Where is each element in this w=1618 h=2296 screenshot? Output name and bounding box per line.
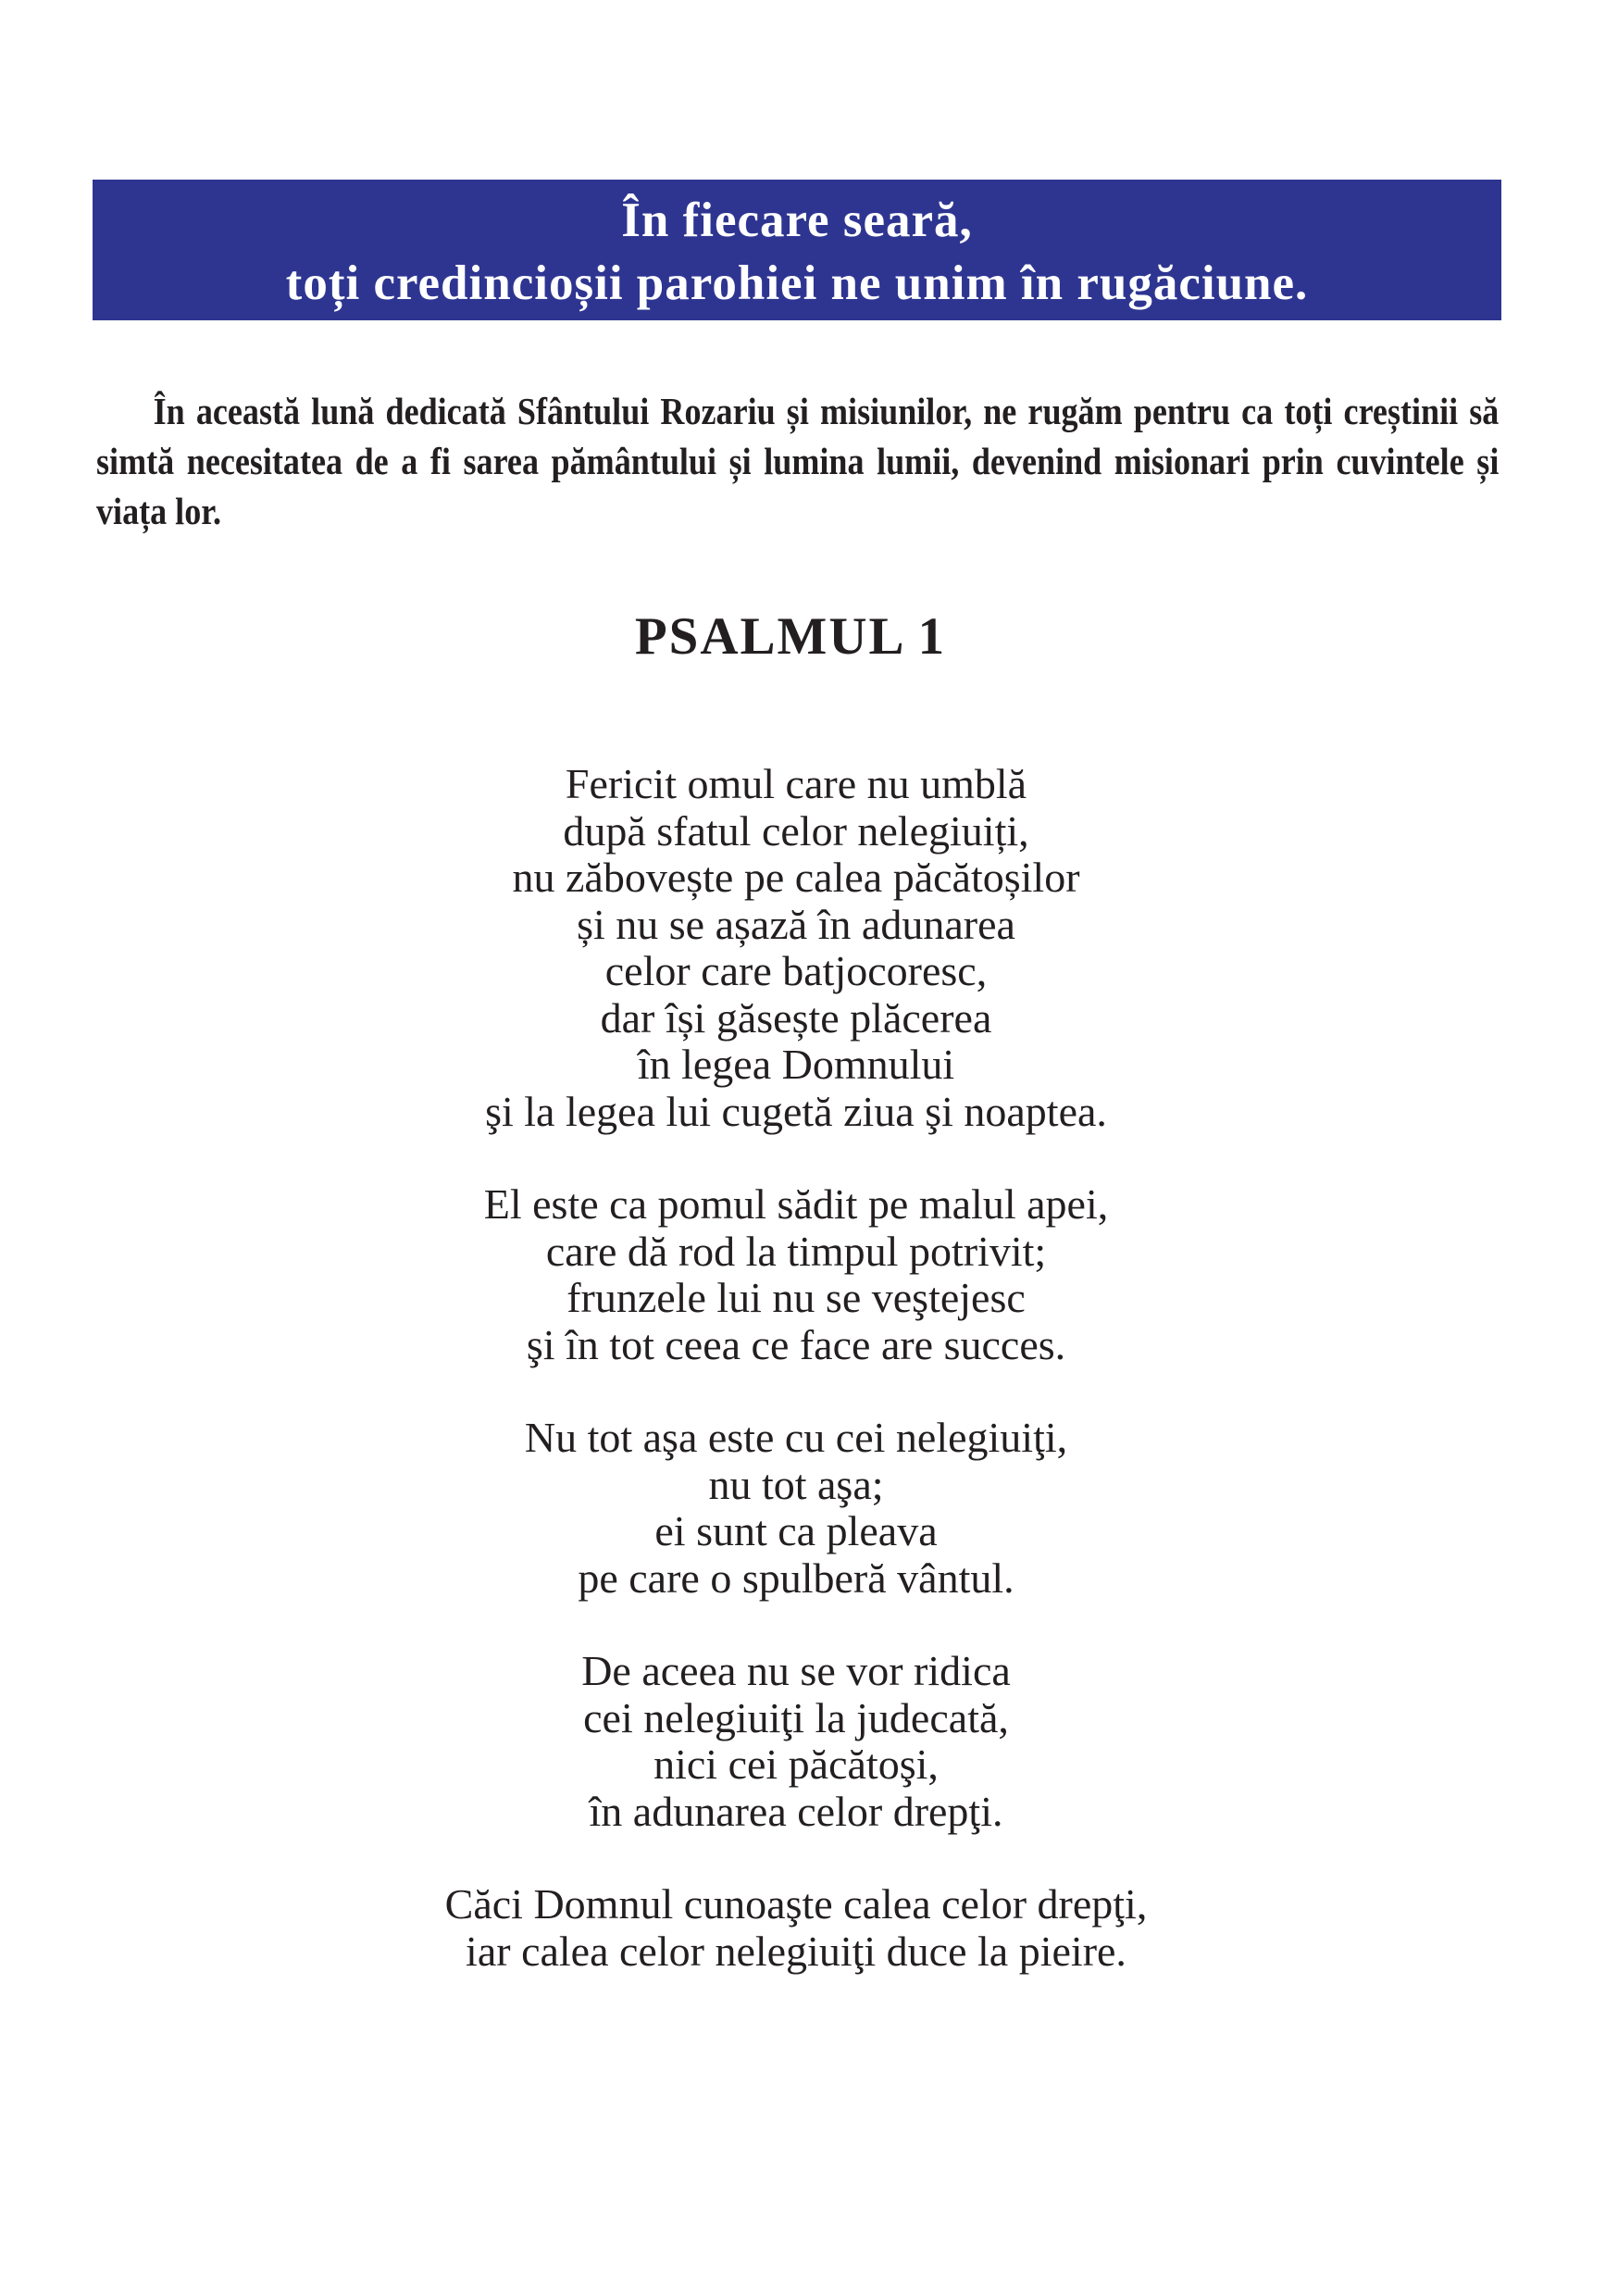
prayer-banner	[93, 180, 1501, 320]
psalm-verse: nu tot aşa;	[708, 1460, 884, 1508]
psalm-verse: dar își găsește plăcerea	[600, 993, 992, 1042]
psalm-verse: nu zăbovește pe calea păcătoșilor	[512, 854, 1080, 901]
psalm-stanza	[0, 1181, 1592, 1368]
psalm-verse: şi în tot ceea ce face are succes.	[526, 1320, 1066, 1368]
psalm-verse: iar calea celor nelegiuiţi duce la pieire.	[466, 1927, 1126, 1975]
psalm-verse: celor care batjocoresc,	[604, 947, 988, 994]
banner-line-2: toți credincioșii parohiei ne unim în rugăciune.	[285, 256, 1309, 310]
psalm-verse: și nu se așază în adunarea	[577, 900, 1015, 948]
psalm-stanza	[0, 1415, 1592, 1602]
psalm-verse: Căci Domnul cunoaşte calea celor drepţi,	[444, 1880, 1148, 1928]
psalm-verse: care dă rod la timpul potrivit;	[545, 1227, 1047, 1275]
psalm-stanza	[0, 1881, 1592, 1975]
psalm-verse: în adunarea celor drepţi.	[589, 1787, 1003, 1835]
psalm-verse: pe care o spulberă vântul.	[578, 1554, 1014, 1602]
psalm-verse: El este ca pomul sădit pe malul apei,	[483, 1180, 1109, 1228]
psalm-verse: Nu tot aşa este cu cei nelegiuiţi,	[524, 1414, 1068, 1461]
psalm-verse: cei nelegiuiţi la judecată,	[583, 1693, 1009, 1741]
psalm-title: PSALMUL 1	[634, 607, 947, 666]
psalm-verse: în legea Domnului	[637, 1041, 955, 1088]
banner-line-1: În fiecare seară,	[621, 193, 973, 247]
psalm-verse: după sfatul celor nelegiuiți,	[563, 806, 1029, 855]
psalm-verse: ei sunt ca pleava	[654, 1507, 938, 1554]
psalm-verse: frunzele lui nu se veştejesc	[566, 1274, 1026, 1321]
psalm-stanza	[0, 1648, 1592, 1835]
psalm-text	[0, 761, 1592, 2021]
psalm-verse: De aceea nu se vor ridica	[581, 1647, 1011, 1694]
psalm-verse: Fericit omul care nu umblă	[565, 760, 1027, 807]
intro-paragraph: În această lună dedicată Sfântului Rozariu și misiunilor, ne rugăm pentru ca toți creștinii să simtă necesitatea de a fi sarea pământului și lumina lumii, devenind misionari prin cuvintele și viața lor.	[96, 390, 1500, 532]
psalm-verse: şi la legea lui cugetă ziua şi noaptea.	[485, 1087, 1107, 1135]
psalm-stanza	[0, 761, 1592, 1135]
psalm-verse: nici cei păcătoşi,	[653, 1741, 939, 1788]
